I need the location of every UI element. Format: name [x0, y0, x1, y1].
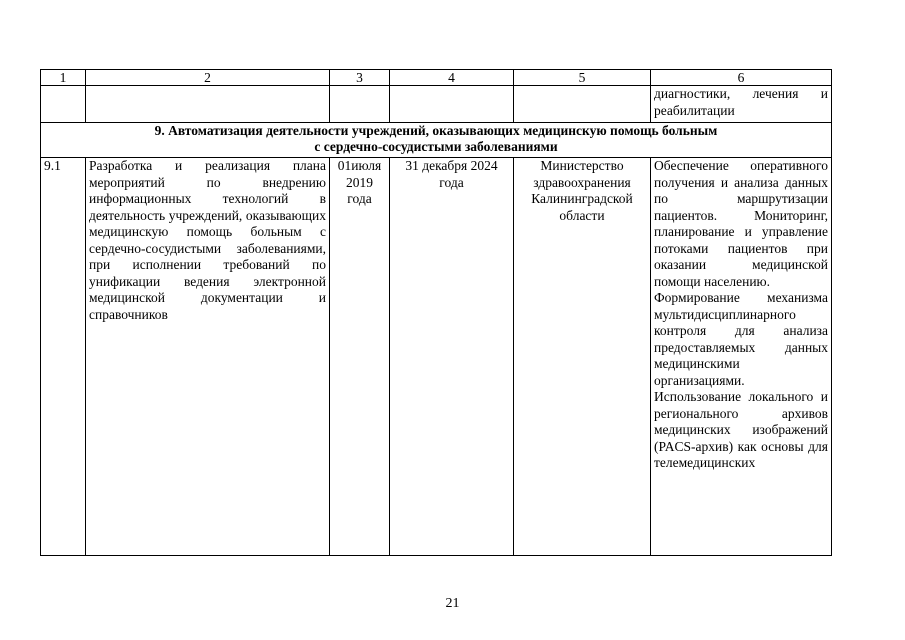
end-date: 31 декабря 2024 года — [390, 158, 514, 556]
column-number-5: 5 — [514, 70, 651, 86]
expected-result — [651, 158, 832, 556]
responsible-executor: Министерство здравоохранения Калининградской области — [514, 158, 651, 556]
table-row — [41, 158, 832, 556]
continuation-cell-2 — [86, 86, 330, 123]
result-paragraph-2: Формирование механизма мультидисциплинарного контроля для анализа предоставляемых данных медицинскими организациями. — [654, 290, 828, 388]
start-date: 01июля 2019 года — [330, 158, 390, 556]
continuation-cell-5 — [514, 86, 651, 123]
continuation-row — [41, 86, 832, 123]
continuation-cell-3 — [330, 86, 390, 123]
section-title-line1: 9. Автоматизация деятельности учреждений, оказывающих медицинскую помощь больным — [154, 123, 718, 138]
item-number: 9.1 — [41, 158, 86, 556]
plan-table — [40, 69, 832, 556]
activity-text: Разработка и реализация плана мероприятий по внедрению информационных технологий в деятельность учреждений, оказывающих медицинскую помощь больным с сердечно-сосудистыми заболеваниями, при исполнении требований по унификации ведения электронной медицинской документации и справочников — [86, 158, 330, 556]
column-number-1: 1 — [41, 70, 86, 86]
column-number-4: 4 — [390, 70, 514, 86]
continuation-cell-1 — [41, 86, 86, 123]
section-heading — [41, 123, 832, 158]
column-number-3: 3 — [330, 70, 390, 86]
column-number-row — [41, 70, 832, 86]
column-number-2: 2 — [86, 70, 330, 86]
continuation-result-text: диагностики, лечения и реабилитации — [651, 86, 832, 123]
result-paragraph-1: Обеспечение оперативного получения и анализа данных по маршрутизации пациентов. Мониторинг, планирование и управление потоками пациентов при оказании медицинской помощи населению. — [654, 158, 828, 289]
page-number: 21 — [445, 596, 460, 611]
result-paragraph-3: Использование локального и регионального архивов медицинских изображений (PACS-архив) как основы для телемедицинских — [654, 389, 828, 470]
section-title-line2: с сердечно-сосудистыми заболеваниями — [314, 139, 558, 154]
section-heading-row — [41, 123, 832, 158]
continuation-cell-4 — [390, 86, 514, 123]
column-number-6: 6 — [651, 70, 832, 86]
